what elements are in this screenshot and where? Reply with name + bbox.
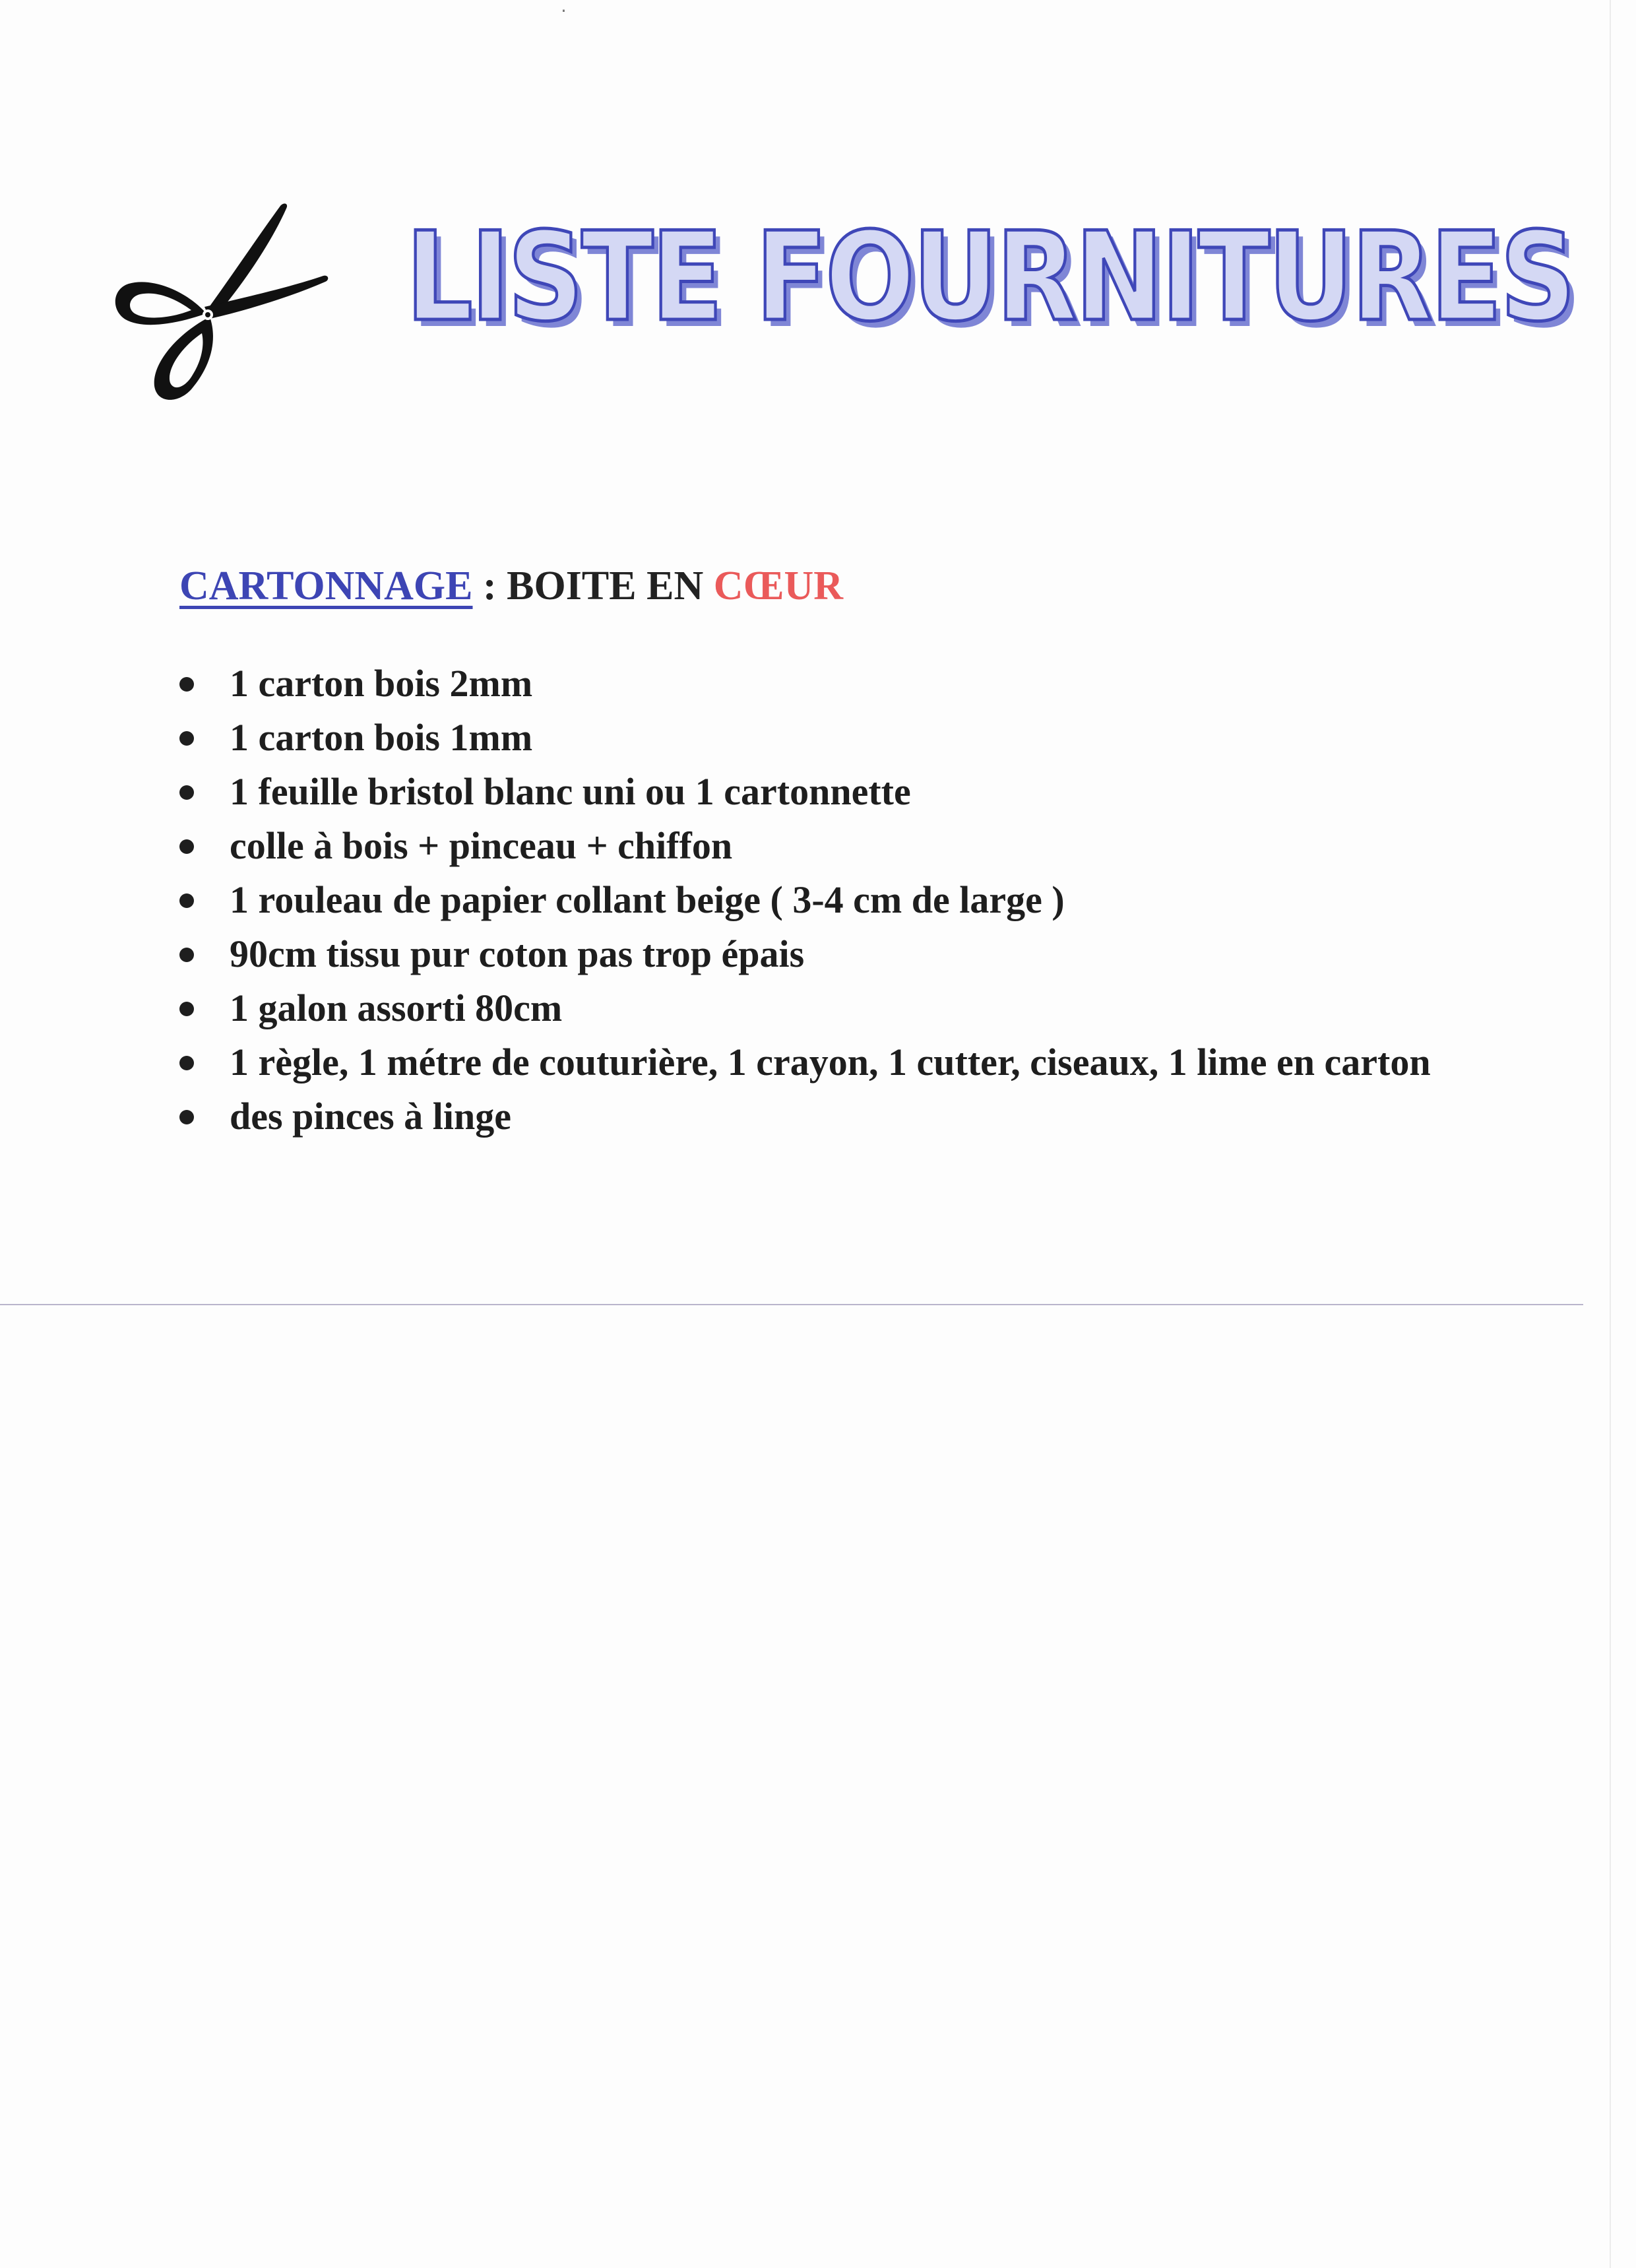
list-item	[179, 713, 1433, 763]
list-item	[179, 821, 1433, 871]
category-label: CARTONNAGE	[179, 564, 473, 608]
scan-speck: ·	[561, 0, 567, 22]
list-item-text: 1 rouleau de papier collant beige ( 3-4 cm de large )	[230, 878, 1065, 921]
fold-line	[0, 1304, 1583, 1305]
list-item	[179, 1037, 1433, 1087]
list-item-text: 1 carton bois 2mm	[230, 662, 533, 705]
scissors-icon	[106, 198, 330, 409]
list-item	[179, 983, 1433, 1033]
page-title: LISTE FOURNITURES	[406, 205, 1574, 348]
bullet-dot-icon	[179, 731, 194, 746]
list-item-text: 90cm tissu pur coton pas trop épais	[230, 932, 805, 975]
list-item	[179, 767, 1433, 817]
list-item	[179, 875, 1433, 925]
heading-separator: :	[472, 564, 507, 608]
section-heading	[179, 560, 843, 612]
list-item	[179, 1091, 1433, 1142]
bullet-dot-icon	[179, 839, 194, 854]
bullet-dot-icon	[179, 948, 194, 962]
list-item	[179, 659, 1433, 709]
list-item-text: colle à bois + pinceau + chiffon	[230, 824, 733, 867]
list-item-text: 1 règle, 1 métre de couturière, 1 crayon, 1 cutter, ciseaux, 1 lime en carton	[230, 1041, 1431, 1084]
bullet-dot-icon	[179, 1002, 194, 1016]
project-highlight: CŒUR	[713, 564, 844, 608]
list-item-text: 1 carton bois 1mm	[230, 716, 533, 759]
bullet-dot-icon	[179, 785, 194, 800]
supplies-list	[179, 659, 1433, 1146]
list-item-text: 1 feuille bristol blanc uni ou 1 cartonnette	[230, 770, 911, 813]
list-item-text: 1 galon assorti 80cm	[230, 987, 563, 1029]
bullet-dot-icon	[179, 1110, 194, 1124]
page-edge	[1610, 0, 1611, 2268]
list-item	[179, 929, 1433, 979]
bullet-dot-icon	[179, 677, 194, 692]
project-prefix: BOITE EN	[507, 564, 714, 608]
bullet-dot-icon	[179, 1056, 194, 1070]
bullet-dot-icon	[179, 893, 194, 908]
list-item-text: des pinces à linge	[230, 1095, 511, 1138]
